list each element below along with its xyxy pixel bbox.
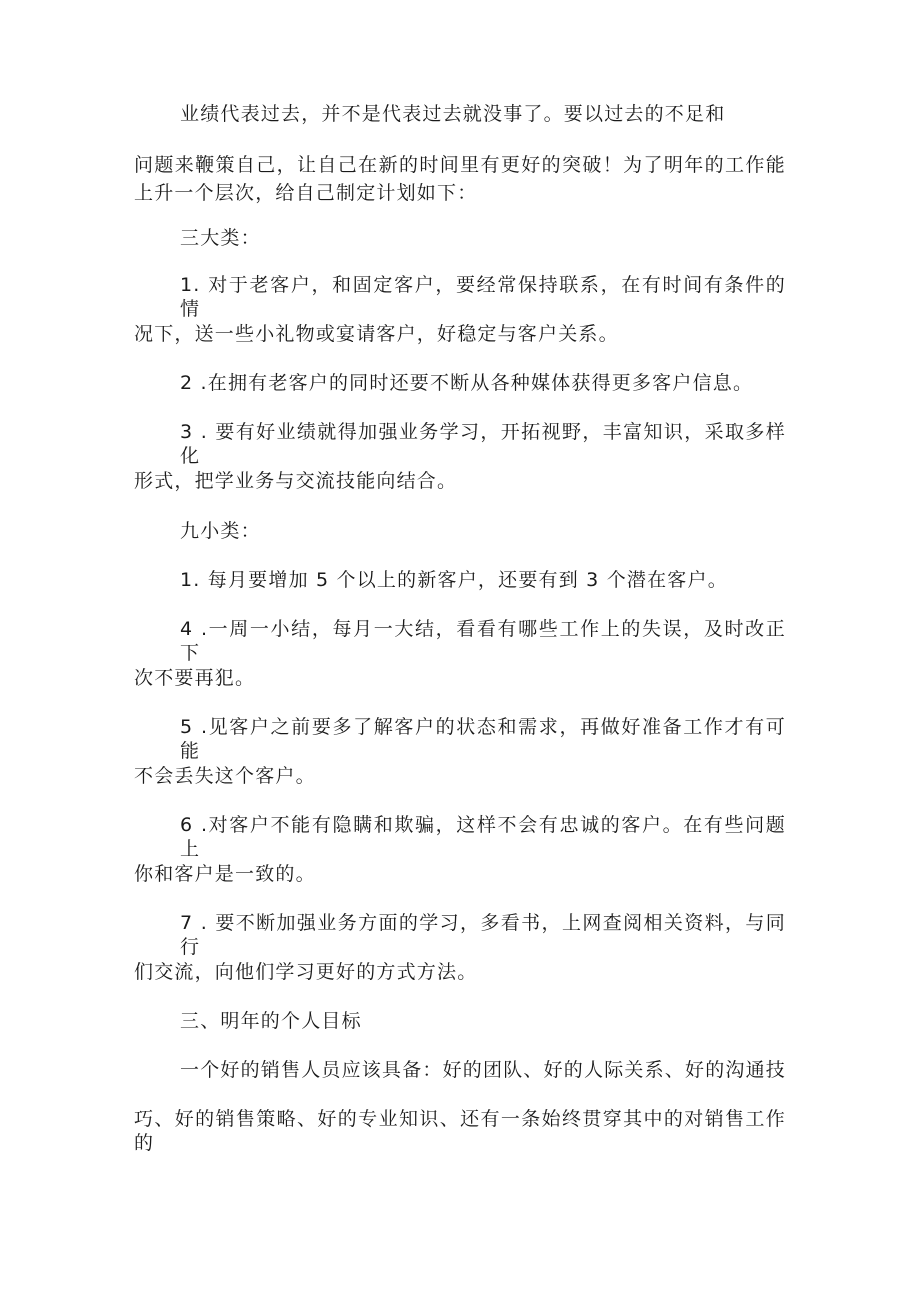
- list-item-2: 2 .在拥有老客户的同时还要不断从各种媒体获得更多客户信息。: [180, 372, 754, 394]
- sub-item-4-line-2: 次不要再犯。: [134, 667, 256, 689]
- sub-item-7-line-2: 们交流，向他们学习更好的方式方法。: [134, 961, 478, 983]
- sub-item-5-line-1: 5 .见客户之前要多了解客户的状态和需求，再做好准备工作才有可能: [180, 716, 786, 762]
- sub-item-4-line-1: 4 .一周一小结，每月一大结，看看有哪些工作上的失误，及时改正下: [180, 618, 786, 664]
- sub-item-5-line-2: 不会丢失这个客户。: [134, 765, 316, 787]
- sub-item-6-line-2: 你和客户是一致的。: [134, 863, 316, 885]
- goals-paragraph-line-1: 一个好的销售人员应该具备：好的团队、好的人际关系、好的沟通技: [180, 1059, 787, 1081]
- list-item-3-line-1: 3 . 要有好业绩就得加强业务学习，开拓视野，丰富知识，采取多样化: [180, 421, 786, 467]
- list-item-3-line-2: 形式，把学业务与交流技能向结合。: [134, 470, 458, 492]
- list-item-1-line-2: 况下，送一些小礼物或宴请客户，好稳定与客户关系。: [134, 323, 619, 345]
- section-heading-nine-items: 九小类：: [180, 520, 261, 542]
- section-heading-next-year-goals: 三、明年的个人目标: [180, 1010, 362, 1032]
- sub-item-1: 1. 每月要增加 5 个以上的新客户，还要有到 3 个潜在客户。: [180, 569, 728, 591]
- section-heading-three-categories: 三大类：: [180, 227, 261, 249]
- sub-item-7-line-1: 7 . 要不断加强业务方面的学习，多看书，上网查阅相关资料，与同行: [180, 912, 786, 958]
- list-item-1-line-1: 1. 对于老客户，和固定客户，要经常保持联系，在有时间有条件的情: [180, 274, 786, 320]
- paragraph-line-3: 上升一个层次，给自己制定计划如下：: [134, 182, 478, 204]
- paragraph-line-2: 问题来鞭策自己，让自己在新的时间里有更好的突破！为了明年的工作能: [134, 154, 786, 176]
- paragraph-line-1: 业绩代表过去，并不是代表过去就没事了。要以过去的不足和: [180, 103, 726, 125]
- goals-paragraph-line-2: 巧、好的销售策略、好的专业知识、还有一条始终贯穿其中的对销售工作的: [134, 1108, 786, 1154]
- sub-item-6-line-1: 6 .对客户不能有隐瞒和欺骗，这样不会有忠诚的客户。在有些问题上: [180, 814, 786, 860]
